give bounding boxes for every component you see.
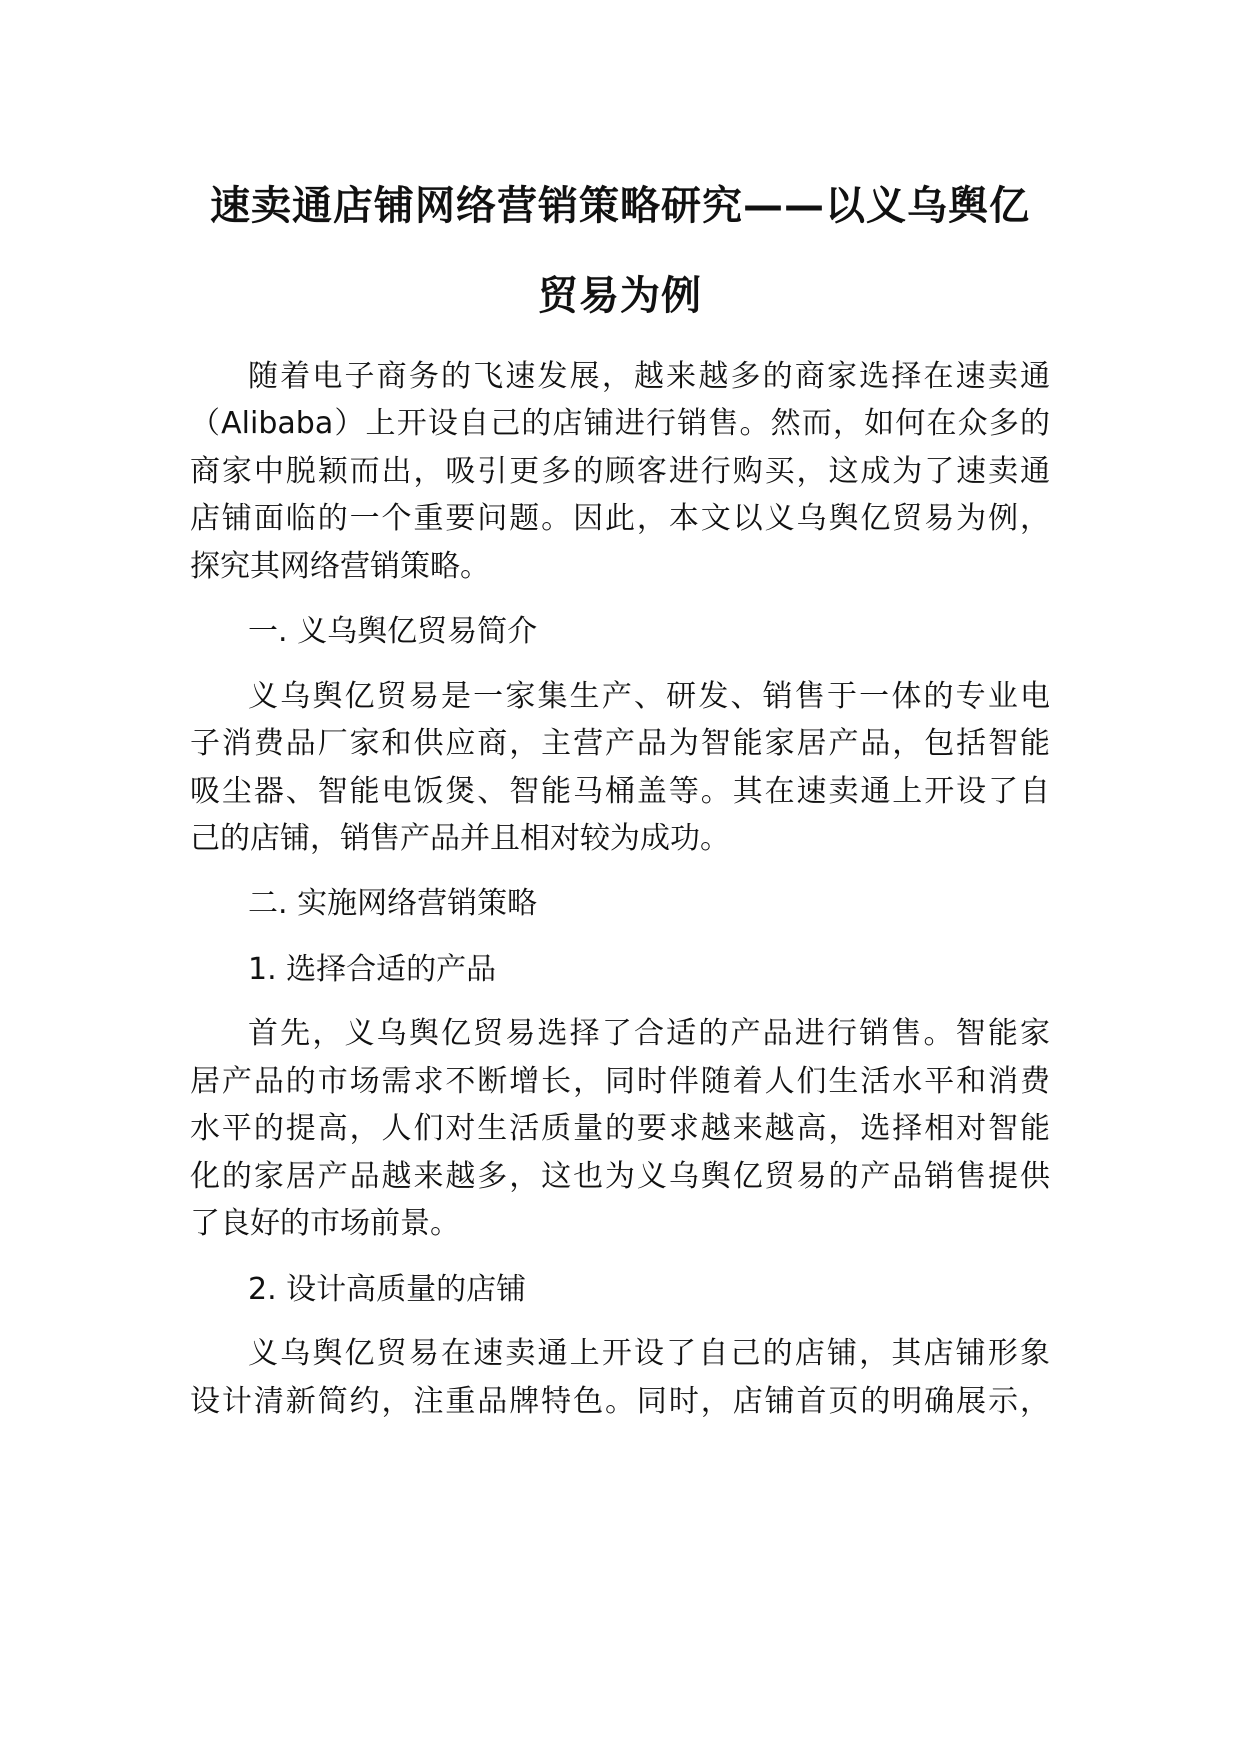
intro-line-2: （Alibaba）上开设自己的店铺进行销售。然而，如何在众多的	[190, 406, 1050, 441]
section-1-line-3: 吸尘器、智能电饭煲、智能马桶盖等。其在速卖通上开设了自	[190, 774, 1050, 809]
document-title-line-1: 速卖通店铺网络营销策略研究——以义乌舆亿	[210, 183, 1030, 229]
document-title-line-2: 贸易为例	[538, 273, 702, 319]
subsection-2-line-1: 义乌舆亿贸易在速卖通上开设了自己的店铺，其店铺形象	[248, 1336, 1050, 1371]
section-1-line-4: 己的店铺，销售产品并且相对较为成功。	[190, 821, 730, 856]
subsection-1-heading: 1. 选择合适的产品	[248, 952, 497, 987]
section-1-heading: 一. 义乌舆亿贸易简介	[248, 614, 538, 649]
subsection-1-line-5: 了良好的市场前景。	[190, 1206, 460, 1241]
intro-line-4: 店铺面临的一个重要问题。因此，本文以义乌舆亿贸易为例，	[190, 501, 1050, 536]
subsection-1-line-3: 水平的提高，人们对生活质量的要求越来越高，选择相对智能	[190, 1111, 1050, 1146]
section-2-heading: 二. 实施网络营销策略	[248, 886, 538, 921]
subsection-1-line-2: 居产品的市场需求不断增长，同时伴随着人们生活水平和消费	[190, 1064, 1050, 1099]
section-1-line-1: 义乌舆亿贸易是一家集生产、研发、销售于一体的专业电	[248, 679, 1050, 714]
subsection-1-line-1: 首先，义乌舆亿贸易选择了合适的产品进行销售。智能家	[248, 1016, 1050, 1051]
intro-line-1: 随着电子商务的飞速发展，越来越多的商家选择在速卖通	[248, 359, 1050, 394]
subsection-2-heading: 2. 设计高质量的店铺	[248, 1272, 527, 1307]
subsection-1-line-4: 化的家居产品越来越多，这也为义乌舆亿贸易的产品销售提供	[190, 1159, 1050, 1194]
section-1-line-2: 子消费品厂家和供应商，主营产品为智能家居产品，包括智能	[190, 726, 1050, 761]
intro-line-5: 探究其网络营销策略。	[190, 549, 490, 584]
subsection-2-line-2: 设计清新简约，注重品牌特色。同时，店铺首页的明确展示，	[190, 1384, 1050, 1419]
intro-line-3: 商家中脱颖而出，吸引更多的顾客进行购买，这成为了速卖通	[190, 454, 1050, 489]
